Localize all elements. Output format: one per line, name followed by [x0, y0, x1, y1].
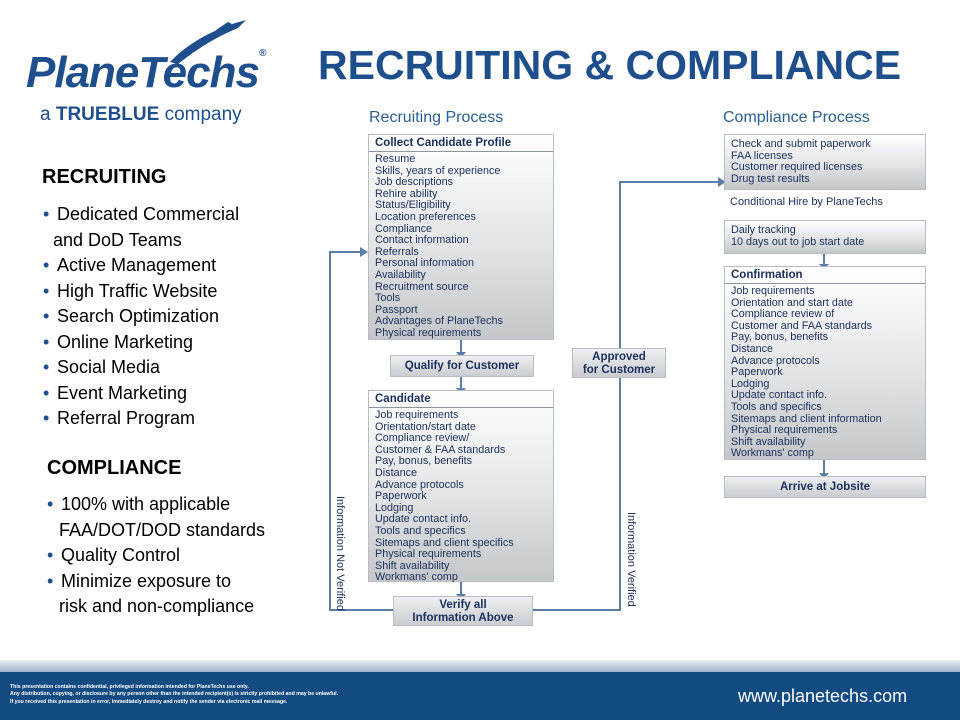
tracking-list: [725, 225, 925, 248]
list-item: Skills, years of experience: [375, 164, 501, 177]
list-item: 10 days out to job start date: [731, 235, 865, 248]
list-item: Paperwork: [375, 490, 427, 503]
confirmation-list: [725, 286, 925, 460]
recruiting-heading: RECRUITING: [42, 166, 167, 188]
list-item: FAA licenses: [731, 149, 793, 162]
list-item: Update contact info.: [731, 389, 828, 402]
list-item: Distance: [375, 466, 418, 479]
list-item: Sitemaps and client specifics: [375, 536, 514, 549]
compliance-heading: COMPLIANCE: [47, 457, 182, 479]
list-item: • Referral Program: [43, 408, 196, 428]
arrive-at-jobsite-step: Arrive at Jobsite: [724, 476, 926, 498]
list-item: • Dedicated Commercial: [43, 204, 240, 224]
list-item: • Event Marketing: [43, 382, 188, 403]
candidate-list: [369, 410, 553, 584]
list-item: Job descriptions: [375, 176, 454, 189]
list-item: FAA/DOT/DOD standards: [59, 519, 266, 540]
list-item: Lodging: [375, 501, 414, 514]
list-item: Contact information: [375, 234, 469, 247]
list-item: Resume: [375, 153, 416, 165]
information-not-verified-label: Information Not Verified: [334, 496, 346, 611]
collect-profile-list: [369, 154, 553, 340]
list-item: Distance: [731, 342, 774, 355]
list-item: Physical requirements: [731, 424, 838, 437]
list-item: Advance protocols: [375, 478, 464, 491]
list-item: • Search Optimization: [43, 306, 220, 326]
tracking-box: [724, 220, 926, 254]
list-item: Pay, bonus, benefits: [731, 331, 829, 344]
legal-notice: This presentation contains confidential, privileged information intended for PlaneTechs use only. Any distribution, copying, or disclosure by any person other than the intended recipient(s) is strictly prohibited and may be unlawful. If you received this presentation in error, immediately destroy and notify the sender via electronic mail message.: [10, 684, 339, 705]
list-item: Sitemaps and client information: [731, 412, 882, 425]
list-item: Status/Eligibility: [375, 199, 451, 212]
list-item: Tools: [375, 292, 401, 305]
footer-divider: [0, 660, 960, 672]
list-item: Passport: [375, 303, 418, 316]
list-item: Paperwork: [731, 366, 783, 379]
compliance-process-heading: Compliance Process: [723, 109, 870, 126]
conditional-hire-label: Conditional Hire by PlaneTechs: [730, 196, 883, 208]
list-item: Update contact info.: [375, 513, 472, 526]
candidate-box: [368, 390, 554, 582]
list-item: risk and non-compliance: [59, 596, 255, 616]
list-item: Daily tracking: [731, 224, 796, 236]
list-item: Tools and specifics: [375, 524, 466, 537]
approved-for-customer-step: Approved for Customer: [572, 348, 666, 378]
list-item: Personal information: [375, 257, 475, 270]
list-item: Rehire ability: [375, 187, 438, 200]
list-item: Location preferences: [375, 210, 476, 223]
list-item: Job requirements: [375, 409, 459, 421]
list-item: Workmans' comp: [375, 571, 458, 584]
list-item: • Minimize exposure to: [47, 570, 232, 591]
list-item: Availability: [375, 268, 426, 281]
list-item: Customer required licenses: [731, 161, 863, 174]
list-item: Referrals: [375, 245, 419, 258]
paperwork-list: [725, 139, 925, 185]
list-item: Physical requirements: [375, 548, 482, 561]
information-verified-label: Information Verified: [625, 512, 637, 607]
list-item: Recruitment source: [375, 280, 469, 293]
box-title: Candidate: [375, 393, 431, 405]
list-item: Pay, bonus, benefits: [375, 455, 473, 468]
list-item: Check and submit paperwork: [731, 138, 871, 150]
list-item: Compliance review of: [731, 308, 835, 321]
box-title: Confirmation: [731, 269, 803, 281]
list-item: Lodging: [731, 377, 770, 390]
list-item: Shift availability: [375, 559, 450, 572]
confirmation-box: [724, 266, 926, 460]
list-item: and DoD Teams: [53, 229, 182, 250]
list-item: Job requirements: [731, 285, 815, 297]
recruiting-process-heading: Recruiting Process: [369, 109, 504, 126]
list-item: • 100% with applicable: [47, 494, 231, 514]
list-item: Customer & FAA standards: [375, 443, 506, 456]
list-item: • Quality Control: [47, 545, 181, 565]
list-item: Customer and FAA standards: [731, 319, 873, 332]
list-item: Compliance: [375, 222, 433, 235]
website-link[interactable]: www.planetechs.com: [738, 686, 908, 706]
verify-information-step: Verify all Information Above: [393, 596, 533, 626]
list-item: Drug test results: [731, 172, 810, 185]
list-item: Compliance review/: [375, 432, 470, 445]
logo-tagline: a TRUEBLUE company: [40, 104, 242, 125]
list-item: Shift availability: [731, 435, 806, 448]
qualify-for-customer-step: Qualify for Customer: [390, 355, 534, 377]
list-item: • Social Media: [43, 357, 161, 377]
list-item: Advance protocols: [731, 354, 820, 367]
list-item: Tools and specifics: [731, 400, 822, 413]
logo-brand: PlaneTechs: [26, 48, 259, 97]
list-item: Workmans' comp: [731, 447, 814, 460]
paperwork-box: [724, 134, 926, 190]
list-item: Advantages of PlaneTechs: [375, 315, 503, 328]
list-item: Physical requirements: [375, 326, 482, 339]
list-item: Orientation and start date: [731, 296, 853, 309]
box-title: Collect Candidate Profile: [375, 137, 512, 149]
list-item: Orientation/start date: [375, 420, 476, 433]
page-title: RECRUITING & COMPLIANCE: [318, 42, 902, 88]
registered-mark: ®: [258, 48, 266, 59]
list-item: • Active Management: [43, 255, 217, 275]
list-item: • Online Marketing: [43, 331, 194, 352]
collect-profile-box: [368, 134, 554, 340]
list-item: • High Traffic Website: [43, 280, 218, 301]
